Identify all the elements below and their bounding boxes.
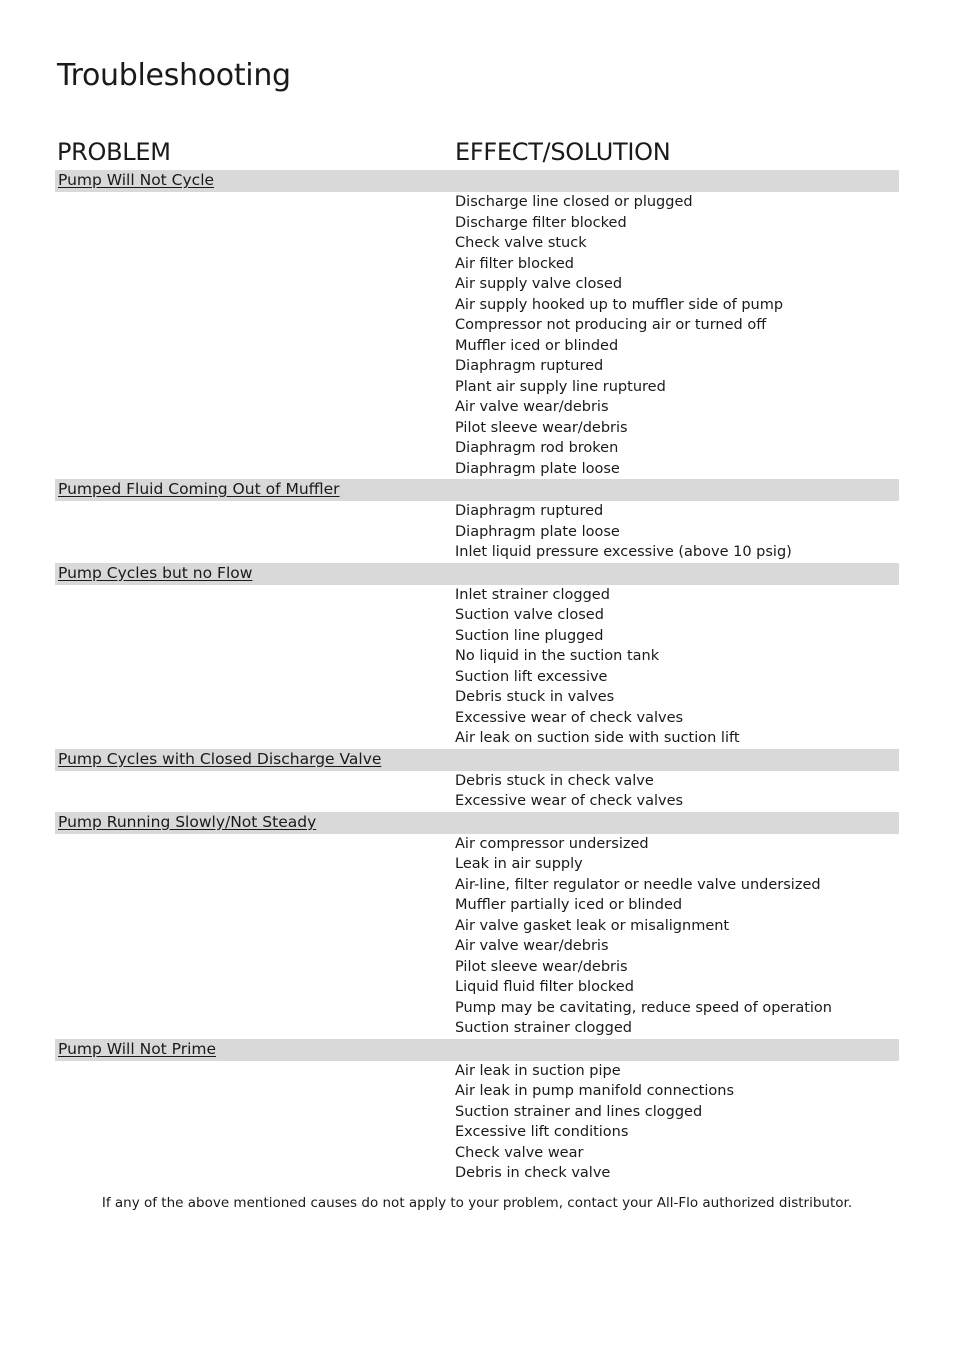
solution-item: Suction line plugged <box>455 627 604 644</box>
solution-item: Pilot sleeve wear/debris <box>455 419 628 436</box>
solution-item: Air valve wear/debris <box>455 938 609 954</box>
troubleshooting-table <box>55 170 899 1184</box>
solution-item: Debris stuck in valves <box>455 689 615 705</box>
solution-item: Discharge filter blocked <box>455 214 627 231</box>
problem-row <box>55 170 899 192</box>
problem-column-header: PROBLEM <box>57 138 171 166</box>
problem-label: Pump Will Not Cycle <box>58 171 215 189</box>
problem-label: Pump Will Not Prime <box>58 1039 217 1058</box>
solution-item: Suction strainer and lines clogged <box>455 1103 703 1120</box>
solution-item: Air supply valve closed <box>455 276 623 292</box>
solution-item: Suction lift excessive <box>455 668 608 685</box>
problem-label: Pump Cycles but no Flow <box>58 563 253 582</box>
solution-item: Debris in check valve <box>455 1165 611 1181</box>
problem-row <box>55 479 899 501</box>
solution-item: Leak in air supply <box>455 856 583 872</box>
solution-item: Air leak on suction side with suction lift <box>455 730 740 746</box>
solution-column-header: EFFECT/SOLUTION <box>455 138 671 166</box>
solution-item: Excessive wear of check valves <box>455 793 684 809</box>
solution-item: Air supply hooked up to muffler side of pump <box>455 296 784 313</box>
solution-item: Diaphragm plate loose <box>455 523 620 540</box>
solution-item: Air filter blocked <box>455 255 574 272</box>
solution-item: Pump may be cavitating, reduce speed of operation <box>455 999 832 1016</box>
problem-row <box>55 749 899 771</box>
problem-row <box>55 1039 899 1061</box>
solution-item: Liquid fluid filter blocked <box>455 979 634 995</box>
solution-item: Diaphragm ruptured <box>455 503 604 519</box>
solution-item: Air-line, filter regulator or needle valve undersized <box>455 876 821 893</box>
page-title: Troubleshooting <box>57 58 291 93</box>
solution-item: Air valve wear/debris <box>455 399 609 415</box>
solution-item: Debris stuck in check valve <box>455 772 654 789</box>
solution-item: Muffler partially iced or blinded <box>455 897 683 913</box>
solution-item: Diaphragm rod broken <box>455 440 619 456</box>
solution-list <box>55 192 899 479</box>
problem-row <box>55 563 899 585</box>
problem-label: Pump Running Slowly/Not Steady <box>58 812 317 831</box>
solution-item: Air leak in pump manifold connections <box>455 1083 735 1099</box>
solution-item: Inlet liquid pressure excessive (above 10 psig) <box>455 544 792 560</box>
solution-list <box>55 771 899 812</box>
solution-item: Air valve gasket leak or misalignment <box>455 917 730 934</box>
problem-label: Pump Cycles with Closed Discharge Valve <box>58 749 382 768</box>
solution-item: Suction strainer clogged <box>455 1020 632 1036</box>
solution-item: Suction valve closed <box>455 607 604 623</box>
solution-list <box>55 1061 899 1184</box>
solution-item: Plant air supply line ruptured <box>455 378 666 395</box>
solution-list <box>55 501 899 563</box>
solution-item: Air compressor undersized <box>455 835 649 852</box>
solution-item: Excessive lift conditions <box>455 1124 629 1140</box>
solution-item: Excessive wear of check valves <box>455 709 684 726</box>
solution-item: Muffler iced or blinded <box>455 337 619 354</box>
solution-item: Check valve stuck <box>455 235 587 251</box>
solution-list <box>55 834 899 1039</box>
solution-item: Diaphragm ruptured <box>455 358 604 374</box>
problem-label: Pumped Fluid Coming Out of Muffler <box>58 480 340 498</box>
solution-item: Pilot sleeve wear/debris <box>455 958 628 975</box>
solution-item: Compressor not producing air or turned off <box>455 317 767 333</box>
solution-item: No liquid in the suction tank <box>455 648 660 664</box>
solution-item: Discharge line closed or plugged <box>455 194 693 210</box>
solution-item: Inlet strainer clogged <box>455 586 610 603</box>
solution-list <box>55 585 899 749</box>
problem-row <box>55 812 899 834</box>
solution-item: Diaphragm plate loose <box>455 460 620 477</box>
footer-note: If any of the above mentioned causes do not apply to your problem, contact your All-Flo authorized distributor. <box>101 1195 853 1211</box>
solution-item: Air leak in suction pipe <box>455 1062 621 1079</box>
solution-item: Check valve wear <box>455 1144 584 1161</box>
